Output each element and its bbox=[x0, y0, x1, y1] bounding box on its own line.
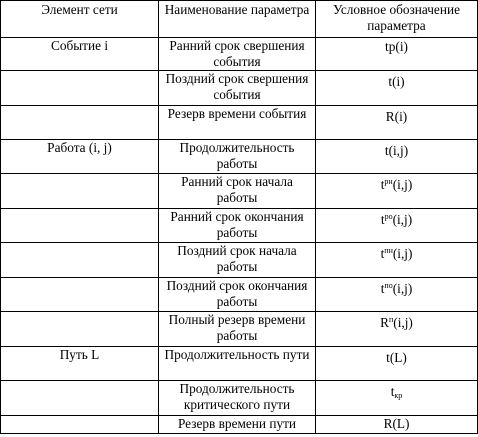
row-parameter-name: Ранний срок начала работы bbox=[159, 174, 316, 209]
symbol-superscript: п bbox=[389, 315, 394, 324]
symbol-args: (i,j) bbox=[393, 315, 413, 330]
row-element bbox=[1, 416, 159, 434]
header-network-element: Элемент сети bbox=[1, 1, 159, 38]
row-parameter-name: Поздний срок окончания работы bbox=[159, 278, 316, 312]
row-parameter-symbol bbox=[316, 278, 478, 312]
row-element bbox=[1, 312, 159, 347]
table-row bbox=[1, 174, 478, 209]
symbol-args: (L) bbox=[392, 416, 410, 431]
symbol-base: R bbox=[383, 416, 393, 431]
row-parameter-name: Резерв времени события bbox=[159, 106, 316, 140]
symbol-subscript: кр bbox=[394, 391, 403, 400]
symbol-base: t bbox=[380, 281, 385, 296]
row-element bbox=[1, 106, 159, 140]
row-element bbox=[1, 209, 159, 243]
row-element: Событие i bbox=[1, 38, 159, 71]
symbol-args: (i,j) bbox=[392, 177, 413, 192]
header-parameter-symbol: Условное обозначение параметра bbox=[316, 1, 478, 38]
symbol-base: R bbox=[385, 109, 395, 124]
symbol-args: (i) bbox=[394, 109, 408, 124]
table-row bbox=[1, 312, 478, 347]
table-row bbox=[1, 38, 478, 71]
row-parameter-name: Ранний срок свершения события bbox=[159, 38, 316, 71]
row-parameter-name: Ранний срок окончания работы bbox=[159, 209, 316, 243]
row-parameter-symbol bbox=[316, 416, 478, 434]
symbol-superscript: рн bbox=[384, 177, 393, 186]
header-parameter-name: Наименование параметра bbox=[159, 1, 316, 38]
symbol-superscript: ро bbox=[384, 212, 393, 221]
table-row bbox=[1, 278, 478, 312]
symbol-args: (i) bbox=[395, 39, 408, 54]
row-parameter-symbol bbox=[316, 347, 478, 381]
table-header-row bbox=[1, 1, 478, 38]
table-row bbox=[1, 347, 478, 381]
symbol-args: (i,j) bbox=[388, 143, 409, 158]
symbol-base: R bbox=[380, 315, 389, 330]
row-element bbox=[1, 278, 159, 312]
symbol-base: t bbox=[380, 246, 385, 261]
row-element: Путь L bbox=[1, 347, 159, 381]
row-parameter-symbol bbox=[316, 140, 478, 174]
row-parameter-symbol bbox=[316, 243, 478, 278]
table-row bbox=[1, 106, 478, 140]
row-parameter-symbol bbox=[316, 209, 478, 243]
symbol-superscript: по bbox=[384, 281, 393, 290]
table-row bbox=[1, 209, 478, 243]
symbol-args: (i,j) bbox=[392, 281, 413, 296]
row-parameter-name: Продолжительность пути bbox=[159, 347, 316, 381]
symbol-args: (i) bbox=[392, 74, 405, 89]
table-row bbox=[1, 381, 478, 416]
table-row bbox=[1, 71, 478, 106]
symbol-base: tp bbox=[385, 39, 396, 54]
row-parameter-symbol bbox=[316, 38, 478, 71]
row-element bbox=[1, 243, 159, 278]
symbol-base: t bbox=[390, 384, 395, 399]
table-row bbox=[1, 140, 478, 174]
row-element bbox=[1, 381, 159, 416]
symbol-base: t bbox=[380, 212, 385, 227]
row-element: Работа (i, j) bbox=[1, 140, 159, 174]
row-parameter-name: Полный резерв времени работы bbox=[159, 312, 316, 347]
table-row bbox=[1, 243, 478, 278]
row-parameter-name: Резерв времени пути bbox=[159, 416, 316, 434]
symbol-base: t bbox=[388, 74, 393, 89]
row-parameter-name: Поздний срок начала работы bbox=[159, 243, 316, 278]
symbol-args: (i,j) bbox=[392, 246, 413, 261]
table-row bbox=[1, 416, 478, 434]
symbol-superscript: пн bbox=[384, 246, 393, 255]
row-parameter-symbol bbox=[316, 312, 478, 347]
row-parameter-symbol bbox=[316, 381, 478, 416]
row-parameter-symbol bbox=[316, 174, 478, 209]
symbol-args: (L) bbox=[389, 350, 407, 365]
row-element bbox=[1, 174, 159, 209]
symbol-base: t bbox=[386, 350, 390, 365]
symbol-base: t bbox=[384, 143, 389, 158]
row-parameter-symbol bbox=[316, 71, 478, 106]
symbol-base: t bbox=[380, 177, 385, 192]
symbol-args: (i,j) bbox=[392, 212, 413, 227]
row-parameter-symbol bbox=[316, 106, 478, 140]
row-parameter-name: Продолжительность критического пути bbox=[159, 381, 316, 416]
row-parameter-name: Продолжительность работы bbox=[159, 140, 316, 174]
row-element bbox=[1, 71, 159, 106]
row-parameter-name: Поздний срок свершения события bbox=[159, 71, 316, 106]
